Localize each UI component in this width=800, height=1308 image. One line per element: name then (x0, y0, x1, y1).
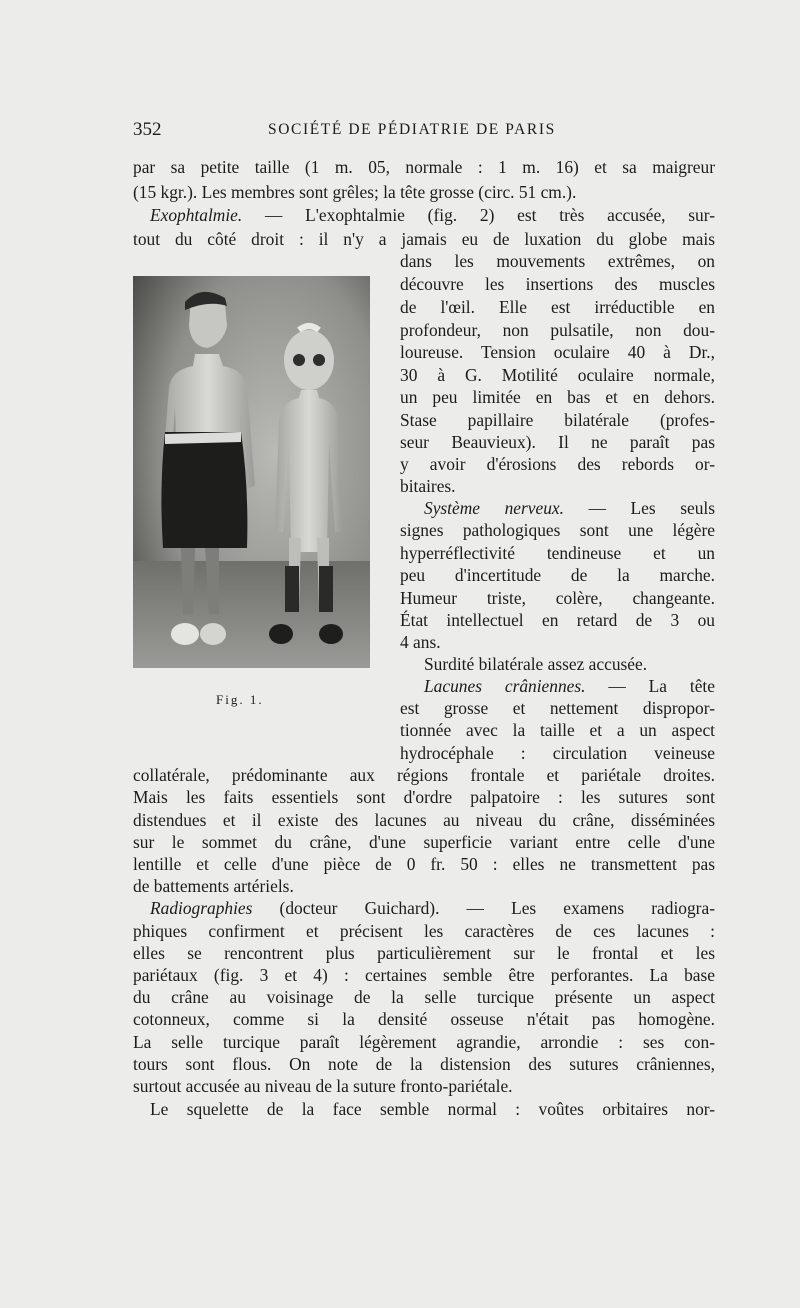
systeme-nerveux-heading: Système nerveux. (424, 498, 564, 518)
text-line: bitaires. (400, 476, 456, 496)
exophtalmie-heading: Exophtalmie. (150, 205, 243, 225)
text-span: — L'exophtalmie (fig. 2) est très accusée, sur- (242, 205, 715, 225)
text-line: tionnée avec la taille et a un aspect (400, 720, 715, 740)
text-line: Stase papillaire bilatérale (profes- (400, 410, 715, 430)
text-line: de battements artériels. (133, 876, 294, 896)
text-line: pariétaux (fig. 3 et 4) : certaines semble être perforantes. La base (133, 965, 715, 985)
text-line: hydrocéphale : circulation veineuse (400, 743, 715, 763)
text-line: cotonneux, comme si la densité osseuse n'était pas homogène. (133, 1009, 715, 1029)
text-line: seur Beauvieux). Il ne paraît pas (400, 432, 715, 452)
radiographies-heading: Radiographies (150, 898, 253, 918)
text-line: peu d'incertitude de la marche. (400, 565, 715, 585)
photo-floor (133, 561, 370, 668)
text-line: État intellectuel en retard de 3 ou (400, 610, 715, 630)
text-line: collatérale, prédominante aux régions frontale et pariétale droites. (133, 765, 715, 785)
text-line: 30 à G. Motilité oculaire normale, (400, 365, 715, 385)
page-number: 352 (133, 119, 162, 140)
text-line: loureuse. Tension oculaire 40 à Dr., (400, 342, 715, 362)
text-line: du crâne au voisinage de la selle turcique présente un aspect (133, 987, 715, 1007)
text-line: signes pathologiques sont une légère (400, 520, 715, 540)
figure-caption: Fig. 1. (216, 692, 264, 707)
text-line: phiques confirment et précisent les caractères de ces lacunes : (133, 921, 715, 941)
lacunes-heading: Lacunes crâniennes. (424, 676, 586, 696)
running-title: SOCIÉTÉ DE PÉDIATRIE DE PARIS (268, 121, 556, 138)
text-line: distendues et il existe des lacunes au niveau du crâne, disséminées (133, 810, 715, 830)
text-line (424, 497, 715, 519)
text-line: 4 ans. (400, 632, 441, 652)
text-line: Humeur triste, colère, changeante. (400, 588, 715, 608)
text-line: hyperréflectivité tendineuse et un (400, 543, 715, 563)
text-span: (docteur Guichard). — Les examens radiogra- (252, 898, 715, 918)
text-line (424, 675, 715, 697)
text-line: de l'œil. Elle est irréductible en (400, 297, 715, 317)
text-span: — Les seuls (563, 498, 716, 518)
text-line: Le squelette de la face semble normal : voûtes orbitaires nor- (150, 1099, 715, 1119)
text-line: elles se rencontrent plus particulièrement sur le frontal et les (133, 943, 715, 963)
text-line: sur le sommet du crâne, d'une superficie variant entre celle d'une (133, 832, 715, 852)
figure-photograph (133, 276, 370, 668)
text-line: Surdité bilatérale assez accusée. (424, 654, 648, 674)
text-line: profondeur, non pulsatile, non dou- (400, 320, 715, 340)
text-line: (15 kgr.). Les membres sont grêles; la tête grosse (circ. 51 cm.). (133, 182, 577, 202)
text-line: dans les mouvements extrêmes, on (400, 251, 715, 271)
text-line (150, 897, 715, 919)
text-line: La selle turcique paraît légèrement agrandie, arrondie : ses con- (133, 1032, 715, 1052)
text-line: tours sont flous. On note de la distension des sutures crâniennes, (133, 1054, 715, 1074)
text-line: surtout accusée au niveau de la suture fronto-pariétale. (133, 1076, 513, 1096)
text-line: tout du côté droit : il n'y a jamais eu de luxation du globe mais (133, 229, 715, 249)
text-line: est grosse et nettement dispropor- (400, 698, 715, 718)
text-line: par sa petite taille (1 m. 05, normale : 1 m. 16) et sa maigreur (133, 157, 715, 177)
text-span: — La tête (585, 676, 715, 696)
text-line: Mais les faits essentiels sont d'ordre palpatoire : les sutures sont (133, 787, 715, 807)
text-line: lentille et celle d'une pièce de 0 fr. 50 : elles ne transmettent pas (133, 854, 715, 874)
text-line: y avoir d'érosions des rebords or- (400, 454, 715, 474)
text-line: un peu limitée en bas et en dehors. (400, 387, 715, 407)
text-line (150, 204, 715, 226)
text-line: découvre les insertions des muscles (400, 274, 715, 294)
